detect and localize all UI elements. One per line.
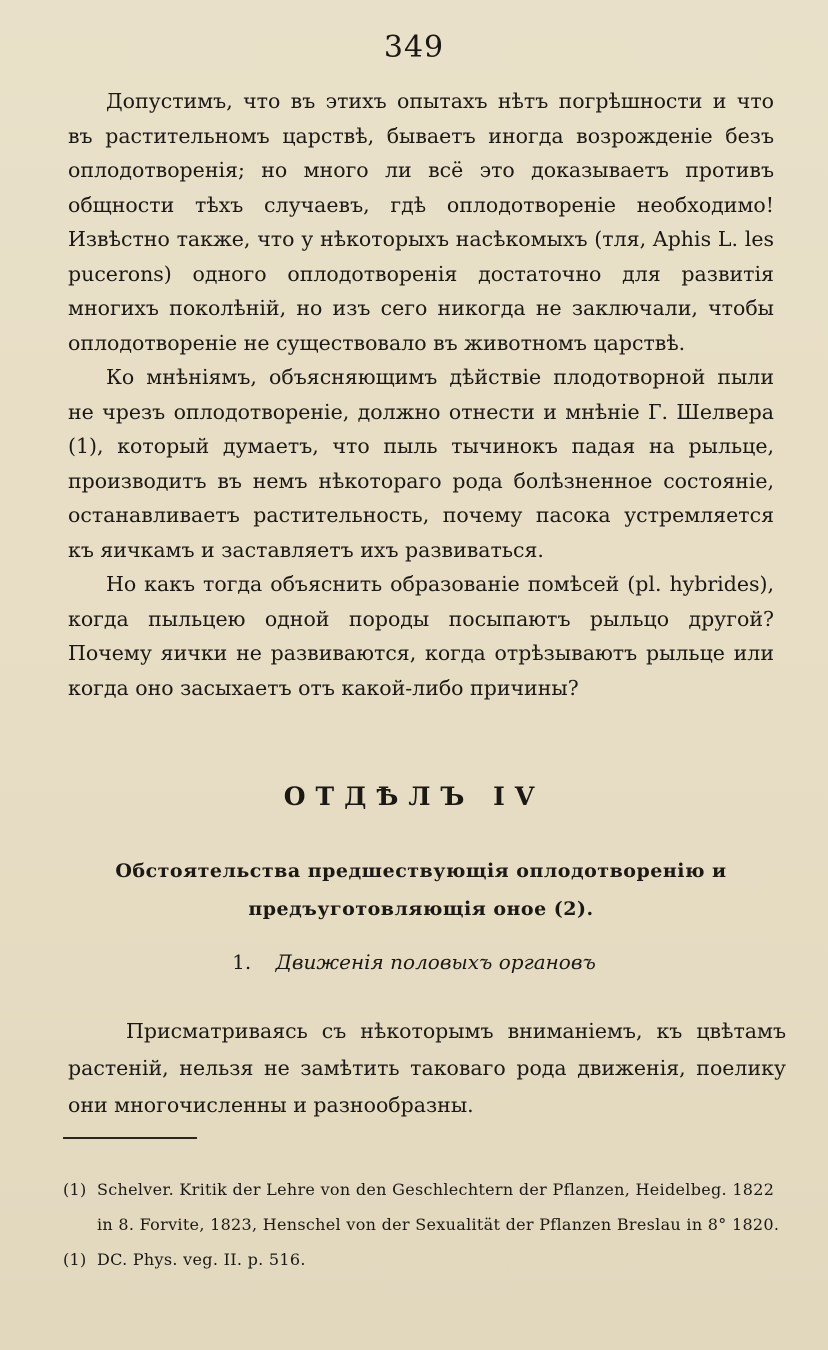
- closing-text-body: [68, 1013, 786, 1124]
- footnote-1: [63, 1172, 783, 1242]
- subsection-name: Движенія половыхъ органовъ: [275, 950, 596, 974]
- footnote-2-mark: (1): [63, 1250, 87, 1269]
- footnote-2-text: DC. Phys. veg. II. p. 516.: [97, 1250, 306, 1269]
- subsection-number: 1.: [232, 950, 252, 974]
- subsection-title: [0, 950, 828, 974]
- footnote-1-mark: (1): [63, 1180, 87, 1199]
- section-heading: ОТДѢЛЪ IV: [283, 782, 545, 811]
- section-subtitle: Обстоятельства предшествующія оплодотворенію и предъуготовляющія оное (2).: [115, 860, 727, 920]
- footnote-1-text: Schelver. Kritik der Lehre von den Geschlechtern der Pflanzen, Heidelbeg. 1822 in 8. Forvite, 1823, Henschel von der Sexualität der Pflanzen Breslau in 8° 1820.: [97, 1180, 780, 1234]
- paragraph-1: Допустимъ, что въ этихъ опытахъ нѣтъ погрѣшности и что въ растительномъ царствѣ, бываетъ иногда возрожденіе безъ оплодотворенія; но много ли всё это доказываетъ противъ общности тѣхъ случаевъ, гдѣ оплодотвореніе необходимо! Извѣстно также, что у нѣкоторыхъ насѣкомыхъ (тля, Aphis L. les pucerons) одного оплодотворенія достаточно для развитія многихъ поколѣній, но изъ сего никогда не заключали, чтобы оплодотвореніе не существовало въ животномъ царствѣ.: [68, 89, 774, 355]
- footnotes: [63, 1172, 783, 1277]
- paragraph-2: Ко мнѣніямъ, объясняющимъ дѣйствіе плодотворной пыли не чрезъ оплодотвореніе, должно отнести и мнѣніе Г. Шелвера (1), который думаетъ, что пыль тычинокъ падая на рыльце, производитъ въ немъ нѣкотораго рода болѣзненное состояніе, останавливаетъ растительность, почему пасока устремляется къ яичкамъ и заставляетъ ихъ развиваться.: [68, 365, 774, 562]
- paragraph-3: Но какъ тогда объяснить образованіе помѣсей (pl. hybrides), когда пыльцею одной породы посыпаютъ рыльцо другой? Почему яички не развиваются, когда отрѣзываютъ рыльце или когда оно засыхаетъ отъ какой-либо причины?: [68, 572, 774, 700]
- page-number: 349: [383, 30, 445, 65]
- closing-paragraph: Присматриваясь съ нѣкоторымъ вниманіемъ, къ цвѣтамъ растеній, нельзя не замѣтить таковаго рода движенія, поелику они многочисленны и разнообразны.: [68, 1019, 786, 1117]
- footnote-2: [63, 1242, 783, 1277]
- footnote-divider: [63, 1137, 197, 1139]
- main-text-body: [68, 84, 774, 705]
